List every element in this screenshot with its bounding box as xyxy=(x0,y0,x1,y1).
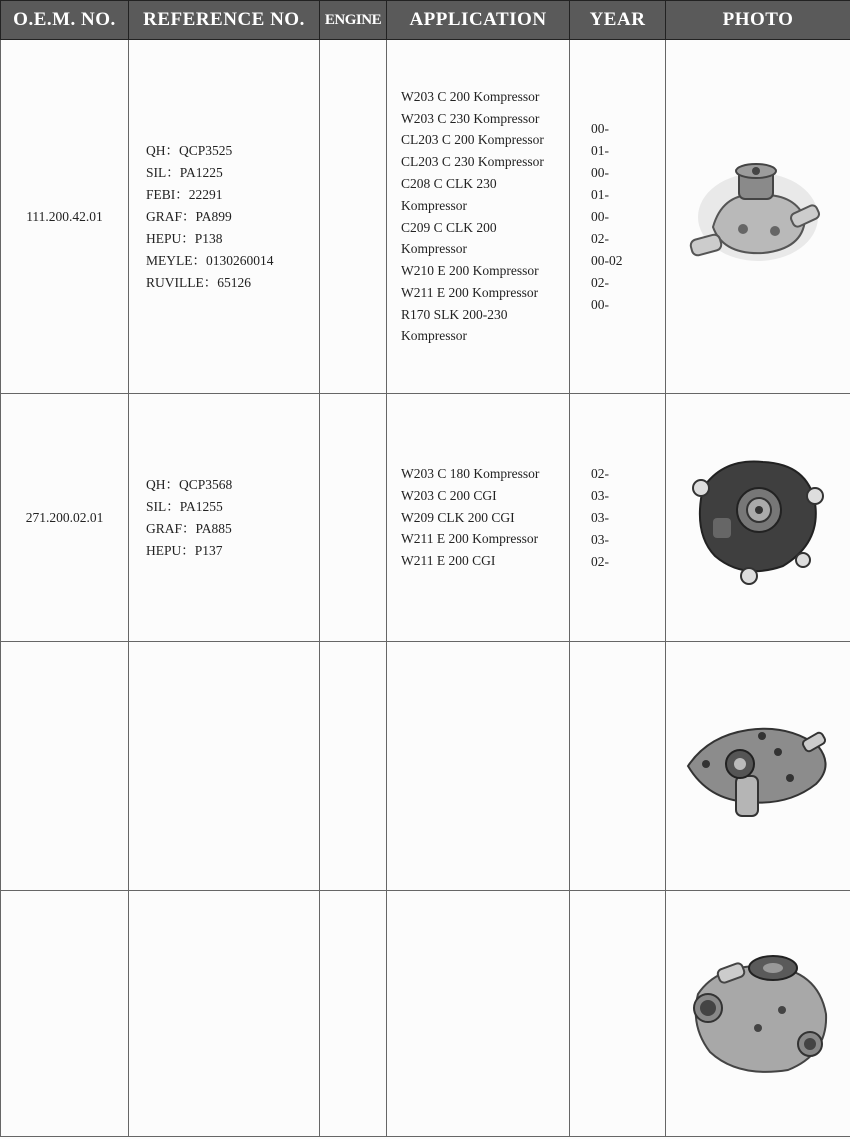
engine-cell xyxy=(320,394,387,642)
year-value: 00- xyxy=(591,164,609,180)
oem-number: 111.200.42.01 xyxy=(1,40,129,394)
reference-cell xyxy=(129,40,320,394)
year-value: 01- xyxy=(591,142,609,158)
application-cell xyxy=(387,891,570,1137)
reference-number: GRAF：PA885 xyxy=(146,520,232,536)
application-line: Kompressor xyxy=(401,241,467,257)
table-row xyxy=(1,642,850,891)
year-value: 03- xyxy=(591,531,609,547)
year-value: 02- xyxy=(591,230,609,246)
application-line: R170 SLK 200-230 xyxy=(401,306,508,322)
reference-cell xyxy=(129,891,320,1137)
application-line: C208 C CLK 230 xyxy=(401,175,497,191)
year-cell xyxy=(570,642,666,891)
application-cell xyxy=(387,394,570,642)
year-cell xyxy=(570,40,666,394)
application-line: C209 C CLK 200 xyxy=(401,219,497,235)
oem-number: 271.200.02.01 xyxy=(1,394,129,642)
application-line: W210 E 200 Kompressor xyxy=(401,263,539,279)
reference-number: GRAF：PA899 xyxy=(146,208,232,224)
header-photo: PHOTO xyxy=(666,1,850,40)
year-value: 00- xyxy=(591,208,609,224)
oem-number xyxy=(1,891,129,1137)
header-application: APPLICATION xyxy=(387,1,570,40)
application-line: W203 C 230 Kompressor xyxy=(401,110,540,126)
application-line: W203 C 200 Kompressor xyxy=(401,88,540,104)
application-line: W203 C 200 CGI xyxy=(401,487,497,503)
year-value: 00- xyxy=(591,296,609,312)
reference-number: HEPU：P137 xyxy=(146,542,223,558)
application-line: W209 CLK 200 CGI xyxy=(401,509,515,525)
application-cell xyxy=(387,642,570,891)
application-line: W203 C 180 Kompressor xyxy=(401,466,540,481)
application-line: W211 E 200 Kompressor xyxy=(401,531,539,547)
year-value: 03- xyxy=(591,509,609,525)
year-cell xyxy=(570,394,666,642)
header-oem: O.E.M. NO. xyxy=(1,1,129,40)
year-value: 02- xyxy=(591,553,609,569)
reference-number: RUVILLE：65126 xyxy=(146,274,251,290)
reference-number: FEBI：22291 xyxy=(146,186,223,202)
reference-number: SIL：PA1255 xyxy=(146,498,223,514)
reference-cell xyxy=(129,394,320,642)
header-reference: REFERENCE NO. xyxy=(129,1,320,40)
header-year: YEAR xyxy=(570,1,666,40)
reference-cell xyxy=(129,642,320,891)
table-row xyxy=(1,891,850,1137)
reference-number: QH：QCP3568 xyxy=(146,476,233,492)
photo-cell xyxy=(666,40,850,394)
photo-cell xyxy=(666,642,850,891)
table-row xyxy=(1,40,850,394)
photo-cell xyxy=(666,394,850,642)
engine-cell xyxy=(320,40,387,394)
application-line: Kompressor xyxy=(401,197,467,213)
application-line: CL203 C 200 Kompressor xyxy=(401,132,544,148)
application-cell xyxy=(387,40,570,394)
year-value: 02- xyxy=(591,274,609,290)
year-cell xyxy=(570,891,666,1137)
application-line: Kompressor xyxy=(401,328,467,344)
water-pump-photo xyxy=(683,157,833,277)
year-value: 03- xyxy=(591,487,609,503)
reference-number: HEPU：P138 xyxy=(146,230,223,246)
water-pump-photo xyxy=(678,944,838,1084)
photo-cell xyxy=(666,891,850,1137)
header-row xyxy=(1,1,850,40)
reference-number: QH：QCP3525 xyxy=(146,142,233,158)
year-value: 02- xyxy=(591,465,609,481)
reference-number: MEYLE：0130260014 xyxy=(146,252,274,268)
reference-number: SIL：PA1225 xyxy=(146,164,223,180)
application-line: W211 E 200 Kompressor xyxy=(401,284,539,300)
engine-cell xyxy=(320,891,387,1137)
table-row xyxy=(1,394,850,642)
oem-number xyxy=(1,642,129,891)
application-line: W211 E 200 CGI xyxy=(401,553,496,569)
application-line: CL203 C 230 Kompressor xyxy=(401,154,544,170)
year-value: 01- xyxy=(591,186,609,202)
water-pump-photo xyxy=(683,448,833,588)
engine-cell xyxy=(320,642,387,891)
year-value: 00-02 xyxy=(591,252,623,268)
water-pump-photo xyxy=(678,706,838,826)
year-value: 00- xyxy=(591,120,609,136)
header-engine: ENGINE xyxy=(320,1,387,40)
